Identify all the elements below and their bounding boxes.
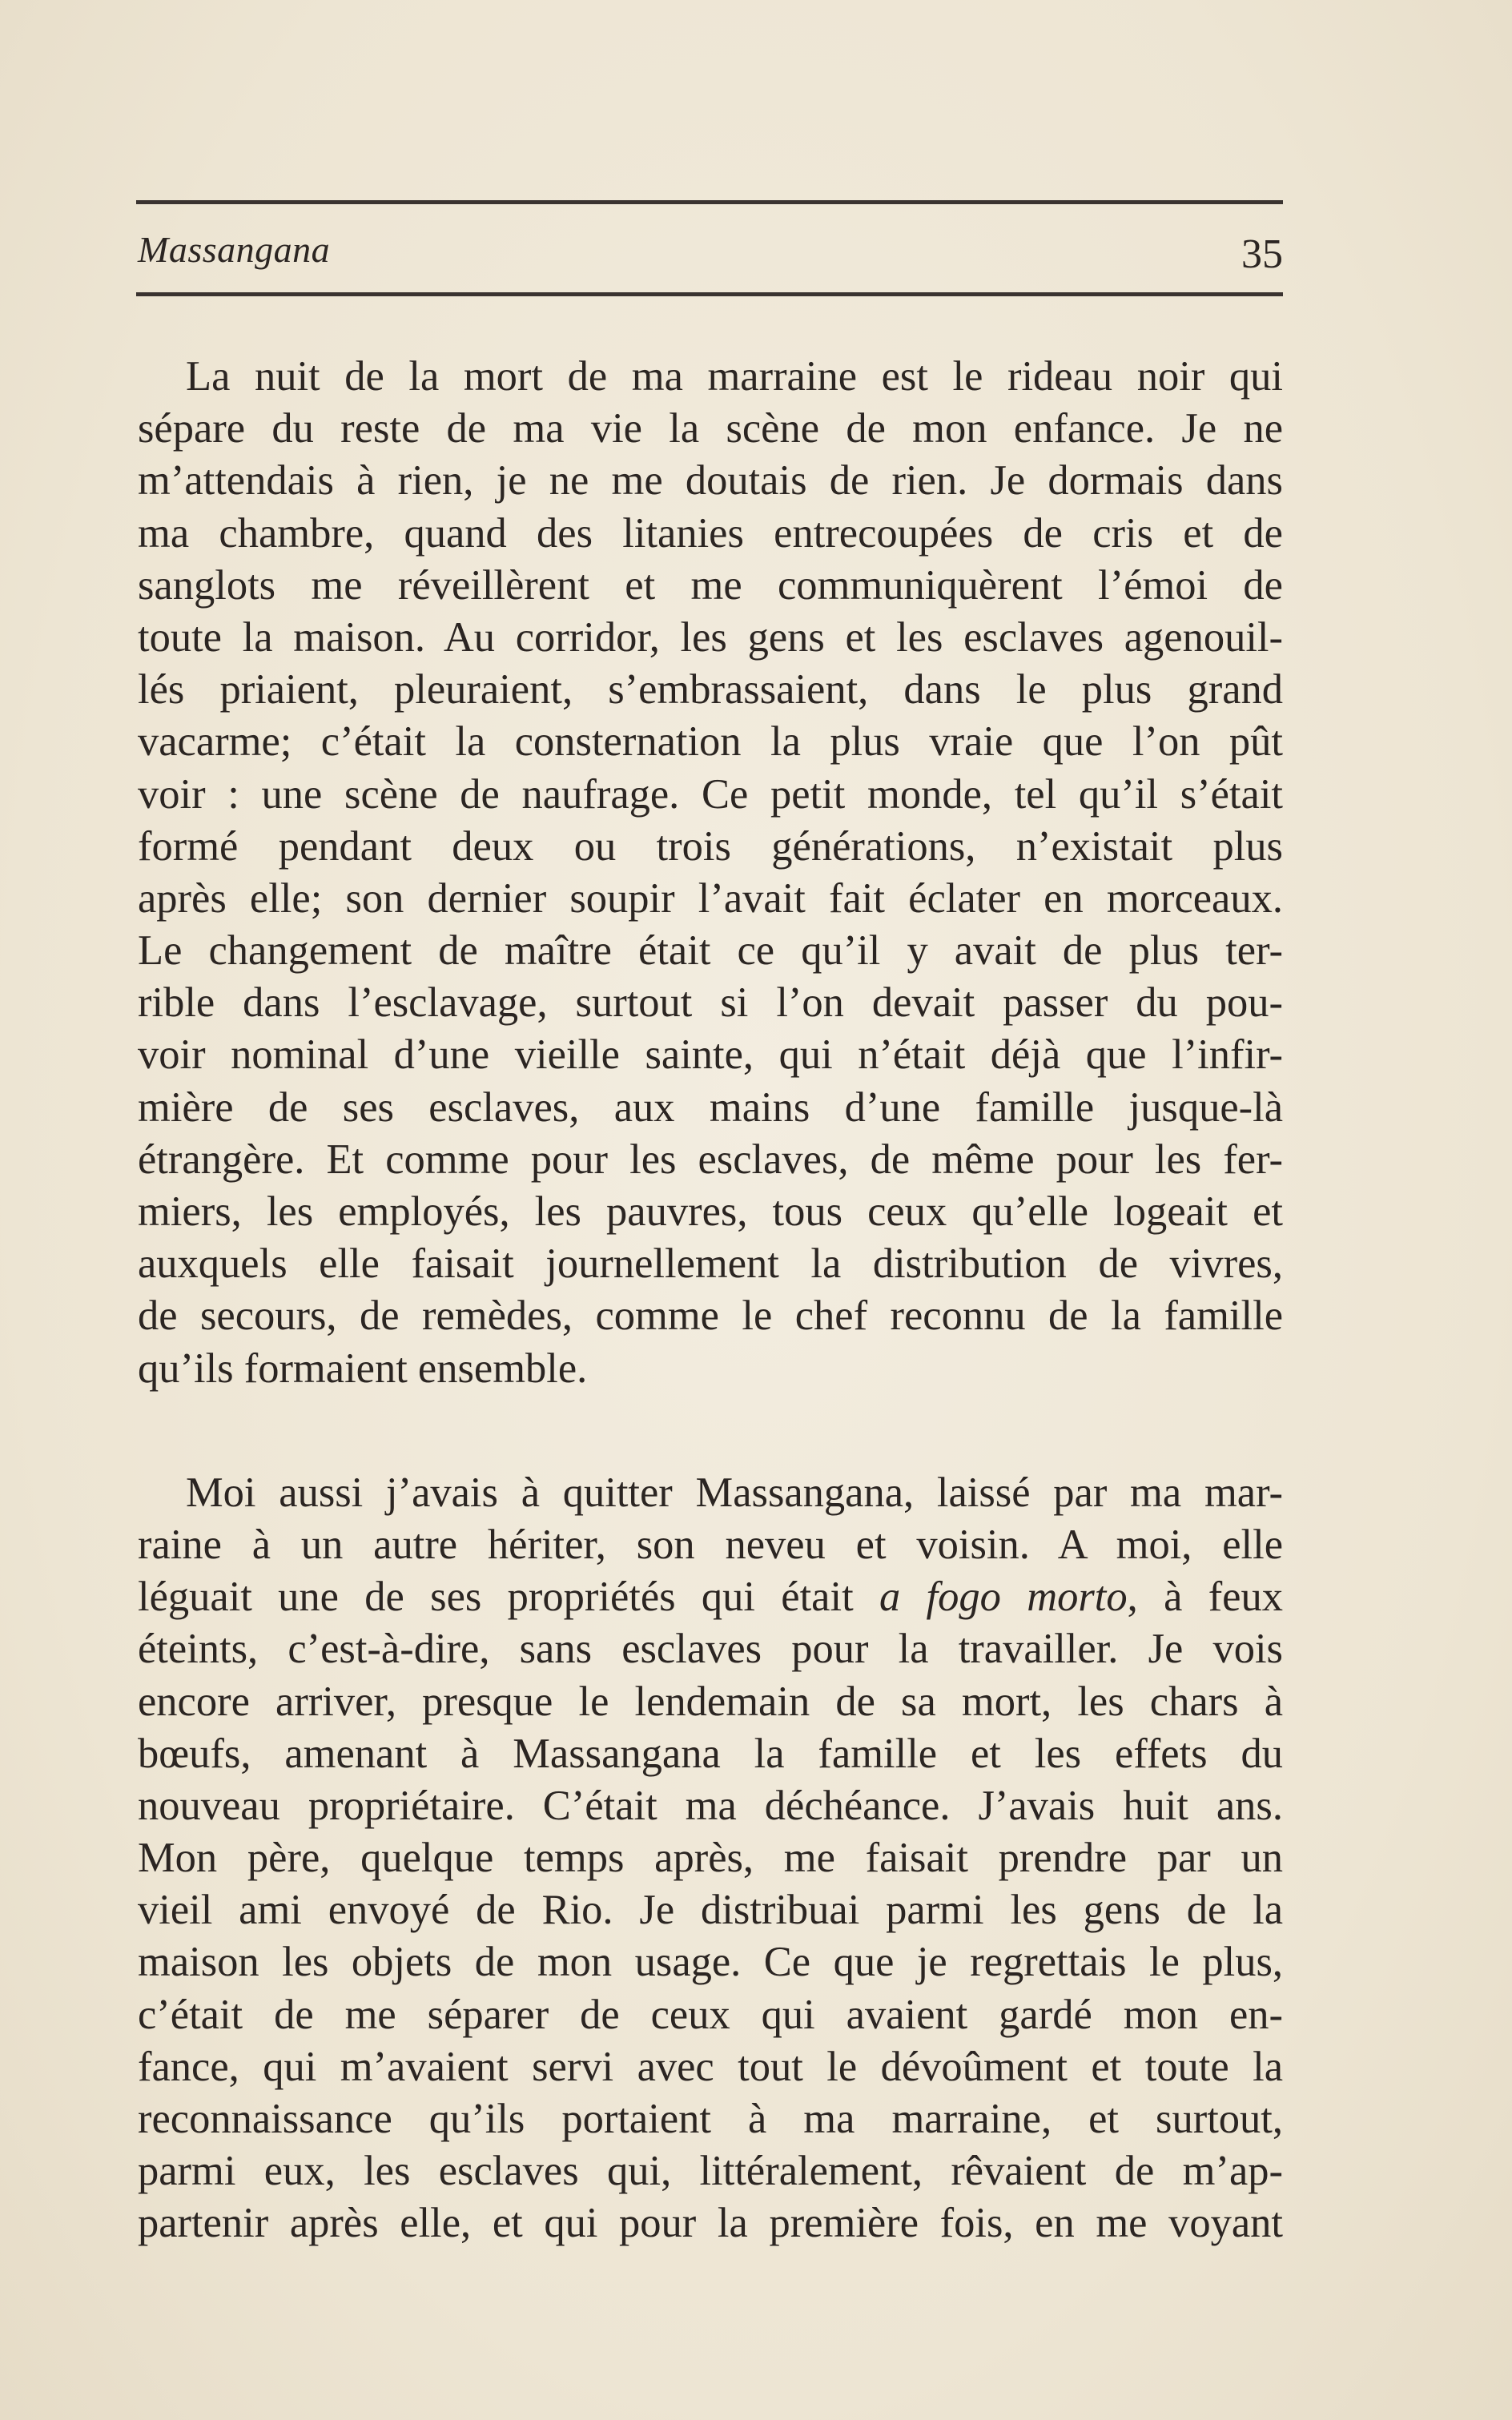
paragraph-2 [138, 1467, 1283, 2250]
text-line: sanglots me réveillèrent et me communiquèrent l’émoi de [138, 561, 1283, 609]
paragraph-spacer [138, 1395, 1283, 1467]
text-line: partenir après elle, et qui pour la première fois, en me voyant [138, 2200, 1283, 2247]
text-line-with-italic: léguait une de ses propriétés qui était a fogo morto, à feux [138, 1574, 1283, 1621]
text-line: mière de ses esclaves, aux mains d’une famille jusque-là [138, 1083, 1283, 1131]
text-line: éteints, c’est-à-dire, sans esclaves pour la travailler. Je vois [138, 1626, 1283, 1673]
text-line: maison les objets de mon usage. Ce que je regrettais le plus, [138, 1939, 1283, 1986]
text-line: sépare du reste de ma vie la scène de mon enfance. Je ne [138, 405, 1283, 452]
text-line: vieil ami envoyé de Rio. Je distribuai parmi les gens de la [138, 1887, 1283, 1934]
text-line: qu’ils formaient ensemble. [138, 1345, 588, 1392]
text-line: parmi eux, les esclaves qui, littéralement, rêvaient de m’ap- [138, 2148, 1283, 2195]
header-rule-bottom [136, 292, 1283, 296]
running-title: Massangana [138, 229, 331, 270]
text-line: lés priaient, pleuraient, s’embrassaient, dans le plus grand [138, 666, 1283, 714]
italic-phrase: a fogo morto [879, 1574, 1128, 1621]
text-line: fance, qui m’avaient servi avec tout le dévoûment et toute la [138, 2043, 1283, 2090]
text-line: raine à un autre hériter, son neveu et voisin. A moi, elle [138, 1521, 1283, 1568]
text-line: étrangère. Et comme pour les esclaves, de même pour les fer- [138, 1136, 1283, 1183]
text-line: après elle; son dernier soupir l’avait fait éclater en morceaux. [138, 874, 1283, 922]
text-line: formé pendant deux ou trois générations, n’existait plus [138, 822, 1283, 870]
text-line: voir nominal d’une vieille sainte, qui n’était déjà que l’infir- [138, 1031, 1283, 1079]
text-line: Le changement de maître était ce qu’il y avait de plus ter- [138, 927, 1283, 975]
page-number: 35 [1241, 231, 1283, 277]
text-line: rible dans l’esclavage, surtout si l’on devait passer du pou- [138, 979, 1283, 1027]
text-line: miers, les employés, les pauvres, tous ceux qu’elle logeait et [138, 1188, 1283, 1235]
paragraph-1 [138, 351, 1283, 1395]
text-line: c’était de me séparer de ceux qui avaient gardé mon en- [138, 1991, 1283, 2038]
text-line: ma chambre, quand des litanies entrecoupées de cris et de [138, 509, 1283, 557]
text-line: nouveau propriétaire. C’était ma déchéance. J’avais huit ans. [138, 1782, 1283, 1829]
text-line: de secours, de remèdes, comme le chef reconnu de la famille [138, 1292, 1283, 1340]
text-line: auxquels elle faisait journellement la distribution de vivres, [138, 1240, 1283, 1288]
text-line: encore arriver, presque le lendemain de sa mort, les chars à [138, 1678, 1283, 1725]
text-line: Moi aussi j’avais à quitter Massangana, laissé par ma mar- [186, 1469, 1283, 1516]
text-line: m’attendais à rien, je ne me doutais de rien. Je dormais dans [138, 457, 1283, 505]
header-rule-top [136, 200, 1283, 204]
text-line: La nuit de la mort de ma marraine est le rideau noir qui [186, 353, 1283, 400]
body-text [138, 351, 1283, 2250]
text-line: reconnaissance qu’ils portaient à ma marraine, et surtout, [138, 2096, 1283, 2142]
text-line: bœufs, amenant à Massangana la famille et les effets du [138, 1730, 1283, 1777]
text-line: vacarme; c’était la consternation la plus vraie que l’on pût [138, 718, 1283, 766]
text-line: toute la maison. Au corridor, les gens et les esclaves agenouil- [138, 613, 1283, 661]
text-line: voir : une scène de naufrage. Ce petit monde, tel qu’il s’était [138, 770, 1283, 818]
text-line: Mon père, quelque temps après, me faisait prendre par un [138, 1835, 1283, 1882]
